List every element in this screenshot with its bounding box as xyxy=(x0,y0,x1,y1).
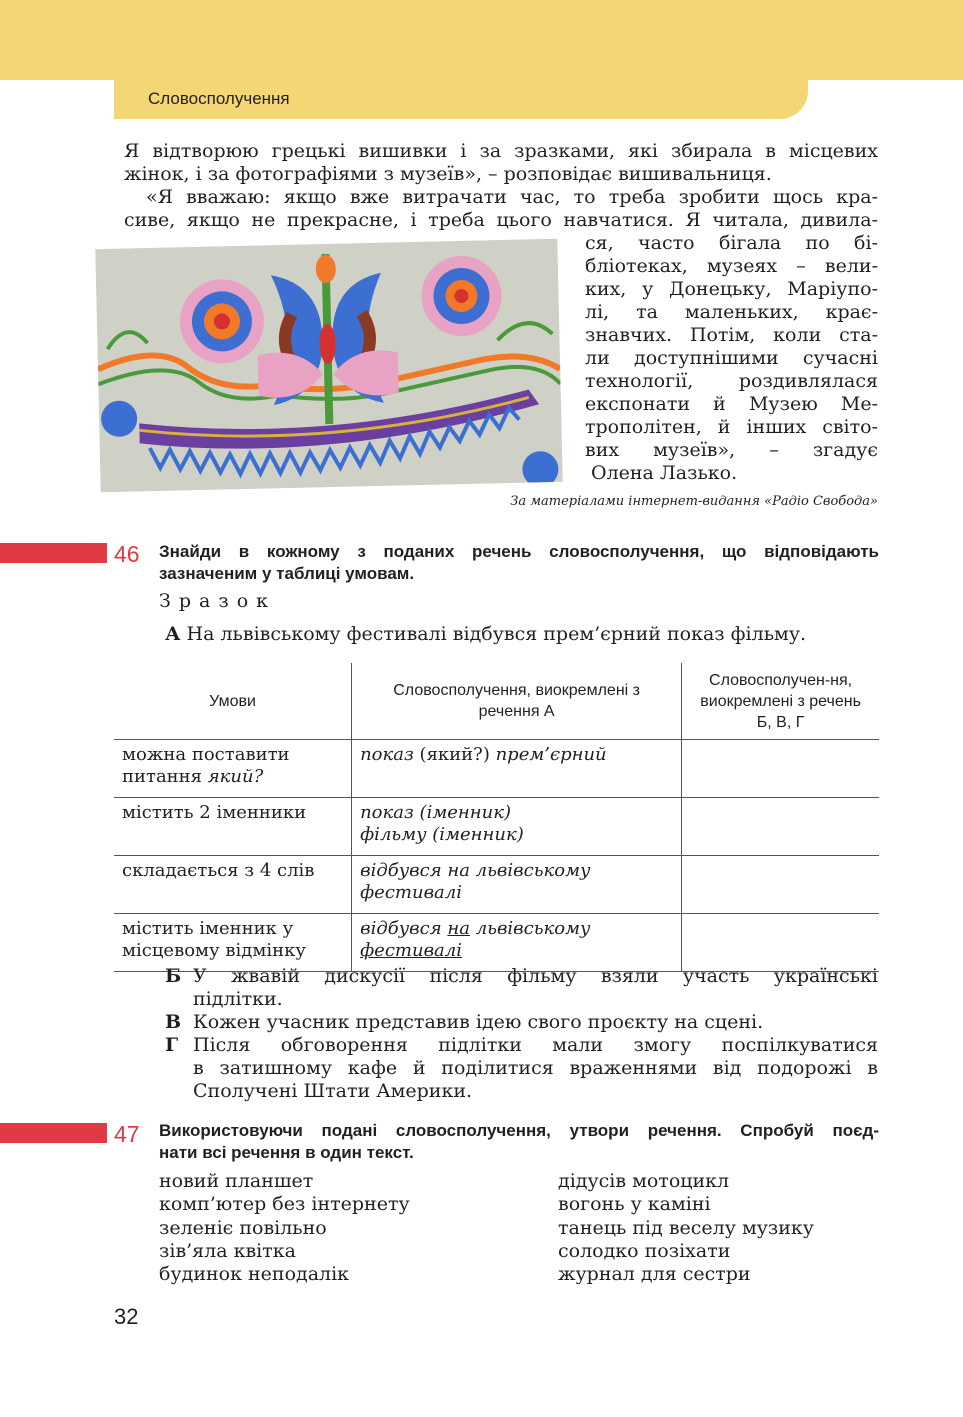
intro-line: «Я вважаю: якщо вже витрачати час, то треба зробити щось кра- xyxy=(146,186,878,208)
sentence-letter: Б xyxy=(165,965,182,987)
answer-text: відбувся xyxy=(360,918,448,939)
intro-wrap-line: ся, часто бігала по бі- xyxy=(585,232,878,254)
list-item: солодко позіхати xyxy=(558,1239,731,1262)
table-header: Словосполучення, виокремлені з речення А xyxy=(352,663,682,740)
list-item: будинок неподалік xyxy=(159,1263,350,1286)
table-row xyxy=(114,856,879,914)
task-instruction: зазначеним у таблиці умовам. xyxy=(159,564,415,583)
sentence-line: У жвавій дискусії після фільму взяли участь українські xyxy=(193,965,878,987)
condition-cell xyxy=(114,914,352,972)
sentence-letter: В xyxy=(165,1011,182,1033)
intro-wrap-line: технології, роздивлялася xyxy=(585,370,878,392)
condition-text: питання xyxy=(122,766,208,787)
list-item: вогонь у каміні xyxy=(558,1193,711,1216)
table-row xyxy=(114,740,879,798)
task-instruction: нати всі речення в один текст. xyxy=(159,1143,414,1162)
answer-text: показ (іменник) xyxy=(360,802,511,823)
sentence-line: Після обговорення підлітки мали змогу поспілкуватися xyxy=(193,1034,878,1056)
sentence-line: в затишному кафе й поділитися враженнями від подорожі в xyxy=(193,1057,878,1079)
list-item: журнал для сестри xyxy=(558,1263,751,1286)
intro-wrap-line: лі, та маленьких, крає- xyxy=(585,301,878,323)
condition-text: можна поставити xyxy=(122,744,290,765)
task-number: 47 xyxy=(114,1121,140,1147)
list-item: зеленіє повільно xyxy=(159,1216,327,1239)
sentence-line: Кожен учасник представив ідею свого проєкту на сцені. xyxy=(193,1011,764,1033)
empty-cell[interactable] xyxy=(682,798,879,856)
condition-text: містить іменник у xyxy=(122,918,294,939)
table-row xyxy=(114,798,879,856)
condition-cell xyxy=(114,740,352,798)
sentence-line: підлітки. xyxy=(193,988,283,1010)
sentence-line: Сполучені Штати Америки. xyxy=(193,1080,473,1102)
example-sentence xyxy=(165,623,806,645)
intro-wrap-line: бліотеках, музеях – вели- xyxy=(585,255,878,277)
table-header: Умови xyxy=(114,663,352,740)
table-header-row xyxy=(114,663,879,740)
example-letter: А xyxy=(165,623,181,645)
page-number: 32 xyxy=(114,1304,139,1329)
table-header: Словосполучен-ня, виокремлені з речень Б, В, Г xyxy=(682,663,879,740)
word-list-left xyxy=(159,1170,410,1286)
intro-line: сиве, якщо не прекрасне, і треба цього навчатися. Я читала, дивила- xyxy=(124,209,878,231)
answer-text: львівському xyxy=(469,918,591,939)
intro-wrap-line: ких, у Донецьку, Маріупо- xyxy=(585,278,878,300)
list-item: зів’яла квітка xyxy=(159,1239,296,1262)
list-item: дідусів мотоцикл xyxy=(558,1170,730,1192)
intro-wrap-line: експонати й Музею Ме- xyxy=(585,393,878,415)
intro-wrap-line: Олена Лазько. xyxy=(591,462,738,484)
intro-wrap-line: знавчих. Потім, коли ста- xyxy=(585,324,878,346)
sentence-letter: Г xyxy=(165,1034,179,1056)
intro-line: жінок, і за фотографіями з музеїв», – розповідає вишивальниця. xyxy=(124,163,772,185)
source-credit: За матеріалами інтернет-видання «Радіо Свобода» xyxy=(510,494,878,509)
conditions-table xyxy=(114,663,879,972)
answer-cell xyxy=(352,914,682,972)
intro-line: Я відтворюю грецькі вишивки і за зразками, які збирала в місцевих xyxy=(124,140,878,162)
word-list-right xyxy=(558,1170,814,1286)
list-item: танець під веселу музику xyxy=(558,1216,814,1239)
answer-text: фільму (іменник) xyxy=(360,824,524,845)
intro-wrap-line: трополітен, й інших світо- xyxy=(585,416,878,438)
condition-text: який? xyxy=(207,766,264,787)
task-marker xyxy=(0,543,107,563)
answer-text: фестивалі xyxy=(360,882,463,903)
list-item: комп’ютер без інтернету xyxy=(159,1193,410,1216)
empty-cell[interactable] xyxy=(682,914,879,972)
list-item: новий планшет xyxy=(159,1170,314,1192)
task-instruction: Знайди в кожному з поданих речень словосполучення, що відповідають xyxy=(159,542,879,561)
section-title: Словосполучення xyxy=(148,89,290,108)
condition-cell: містить 2 іменники xyxy=(114,798,352,856)
answer-cell xyxy=(352,740,682,798)
task-number: 46 xyxy=(114,541,140,567)
answer-text: прем’єрний xyxy=(495,744,607,765)
condition-text: місцевому відмінку xyxy=(122,940,306,961)
answer-text: (який?) xyxy=(413,744,496,765)
intro-wrap-line: ли доступнішими сучасні xyxy=(585,347,878,369)
task-marker xyxy=(0,1123,107,1143)
condition-cell: складається з 4 слів xyxy=(114,856,352,914)
example-text: На львівському фестивалі відбувся прем’єрний показ фільму. xyxy=(186,623,807,645)
intro-wrap-line: вих музеїв», – згадує xyxy=(585,439,878,461)
empty-cell[interactable] xyxy=(682,740,879,798)
embroidery-image xyxy=(95,239,562,492)
answer-cell xyxy=(352,856,682,914)
task-instruction: Використовуючи подані словосполучення, утвори речення. Спробуй поєд- xyxy=(159,1121,879,1140)
answer-text: показ xyxy=(360,744,414,765)
answer-text: фестивалі xyxy=(360,940,463,961)
table-row xyxy=(114,914,879,972)
answer-text: відбувся на львівському xyxy=(360,860,591,881)
sample-label: Зразок xyxy=(159,590,277,612)
answer-text: на xyxy=(447,918,470,939)
empty-cell[interactable] xyxy=(682,856,879,914)
answer-cell xyxy=(352,798,682,856)
